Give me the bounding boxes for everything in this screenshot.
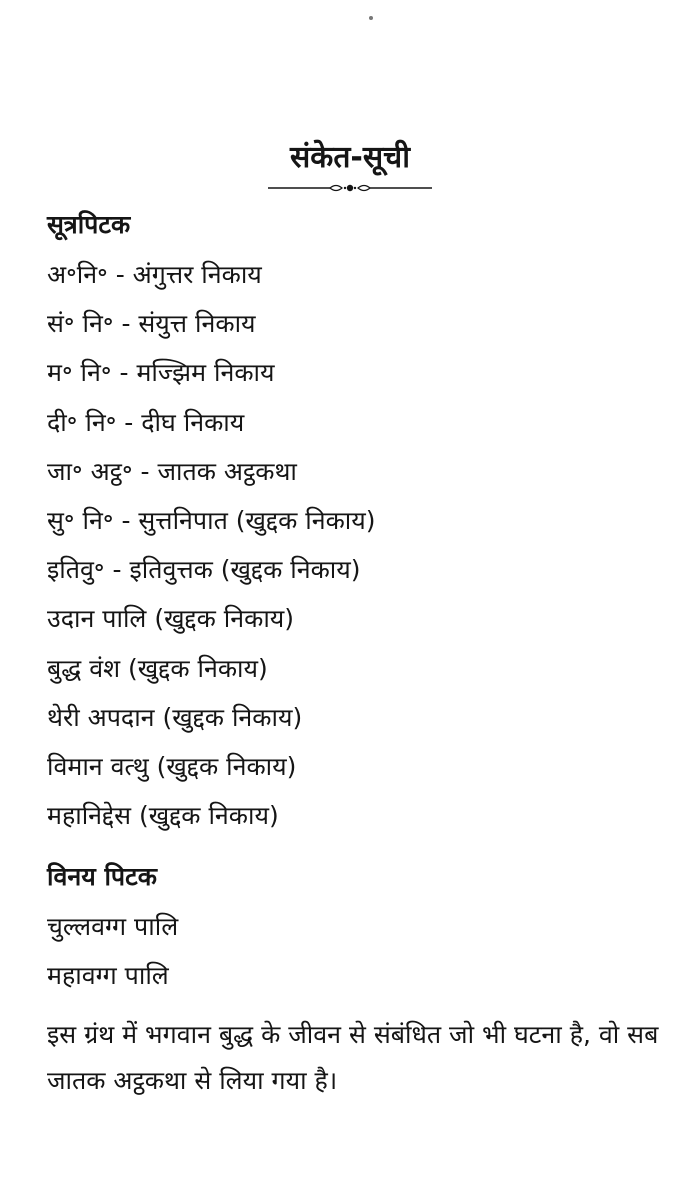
list-item: थेरी अपदान (खुद्दक निकाय)	[47, 702, 303, 732]
list-item: महानिद्देस (खुद्दक निकाय)	[47, 801, 279, 831]
list-item: चुल्लवग्ग पालि	[47, 912, 179, 941]
ornament-divider-icon	[268, 182, 432, 194]
list-item: महावग्ग पालि	[47, 961, 169, 991]
list-item: बुद्ध वंश (खुद्दक निकाय)	[47, 653, 268, 683]
list-item: सु॰ नि॰ - सुत्तनिपात (खुद्दक निकाय)	[47, 505, 376, 535]
section-heading-sutra-pitak: सूत्रपिटक	[47, 210, 131, 239]
vinay-pitak-section	[47, 860, 667, 1008]
title-block	[268, 138, 432, 194]
page-title: संकेत-सूची	[290, 140, 410, 175]
list-item: सं॰ नि॰ - संयुत्त निकाय	[47, 309, 256, 339]
list-item: अ॰नि॰ - अंगुत्तर निकाय	[47, 260, 262, 289]
list-item: जा॰ अट्ठ॰ - जातक अट्ठकथा	[47, 456, 297, 486]
note-paragraph: इस ग्रंथ में भगवान बुद्ध के जीवन से संबंधित जो भी घटना है, वो सब जातक अट्ठकथा से लिया गया है।	[47, 1020, 659, 1095]
list-item: इतिवु॰ - इतिवुत्तक (खुद्दक निकाय)	[47, 555, 361, 585]
list-item: दी॰ नि॰ - दीघ निकाय	[47, 407, 245, 437]
list-item: उदान पालि (खुद्दक निकाय)	[47, 604, 295, 634]
ink-speck	[369, 16, 373, 20]
list-item: म॰ नि॰ - मज्झिम निकाय	[47, 358, 275, 388]
list-item: विमान वत्थु (खुद्दक निकाय)	[47, 751, 297, 781]
section-heading-vinay-pitak: विनय पिटक	[47, 862, 157, 891]
sutra-pitak-section	[47, 208, 667, 848]
